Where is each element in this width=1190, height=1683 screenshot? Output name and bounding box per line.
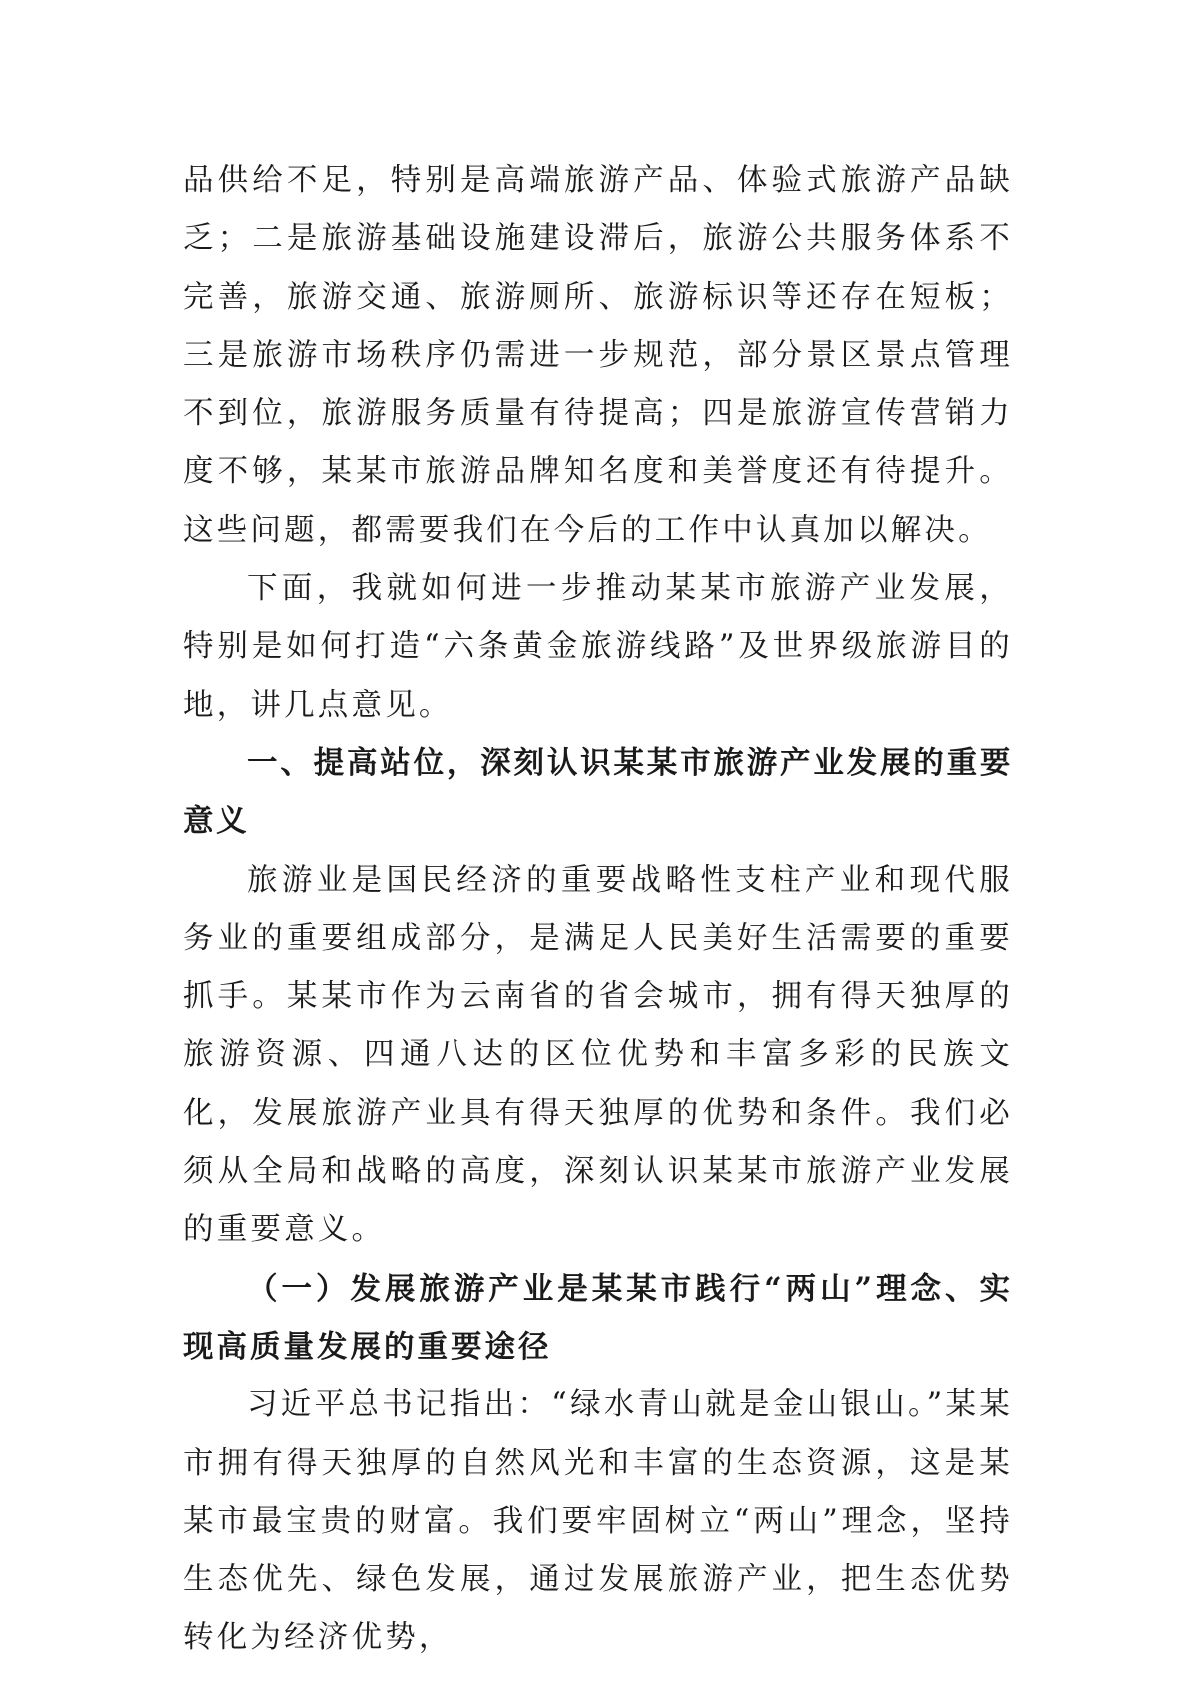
document-body [183,152,1013,1668]
section-heading: 一、提高站位，深刻认识某某市旅游产业发展的重要意义 [183,745,1013,840]
paragraph-subsection-body: 习近平总书记指出：“绿水青山就是金山银山。”某某市拥有得天独厚的自然风光和丰富的生态资源，这是某某市最宝贵的财富。我们要牢固树立“两山”理念，坚持生态优先、绿色发展，通过发展旅游产业，把生态优势转化为经济优势， [183,1387,1013,1656]
subsection-heading: （一）发展旅游产业是某某市践行“两山”理念、实现高质量发展的重要途径 [183,1270,1013,1365]
paragraph-continuation: 品供给不足，特别是高端旅游产品、体验式旅游产品缺乏；二是旅游基础设施建设滞后，旅游公共服务体系不完善，旅游交通、旅游厕所、旅游标识等还存在短板；三是旅游市场秩序仍需进一步规范，部分景区景点管理不到位，旅游服务质量有待提高；四是旅游宣传营销力度不够，某某市旅游品牌知名度和美誉度还有待提升。这些问题，都需要我们在今后的工作中认真加以解决。 [183,163,1013,548]
paragraph-section-body: 旅游业是国民经济的重要战略性支柱产业和现代服务业的重要组成部分，是满足人民美好生活需要的重要抓手。某某市作为云南省的省会城市，拥有得天独厚的旅游资源、四通八达的区位优势和丰富多彩的民族文化，发展旅游产业具有得天独厚的优势和条件。我们必须从全局和战略的高度，深刻认识某某市旅游产业发展的重要意义。 [183,862,1013,1248]
paragraph-intro: 下面，我就如何进一步推动某某市旅游产业发展，特别是如何打造“六条黄金旅游线路”及世界级旅游目的地，讲几点意见。 [183,571,1013,723]
